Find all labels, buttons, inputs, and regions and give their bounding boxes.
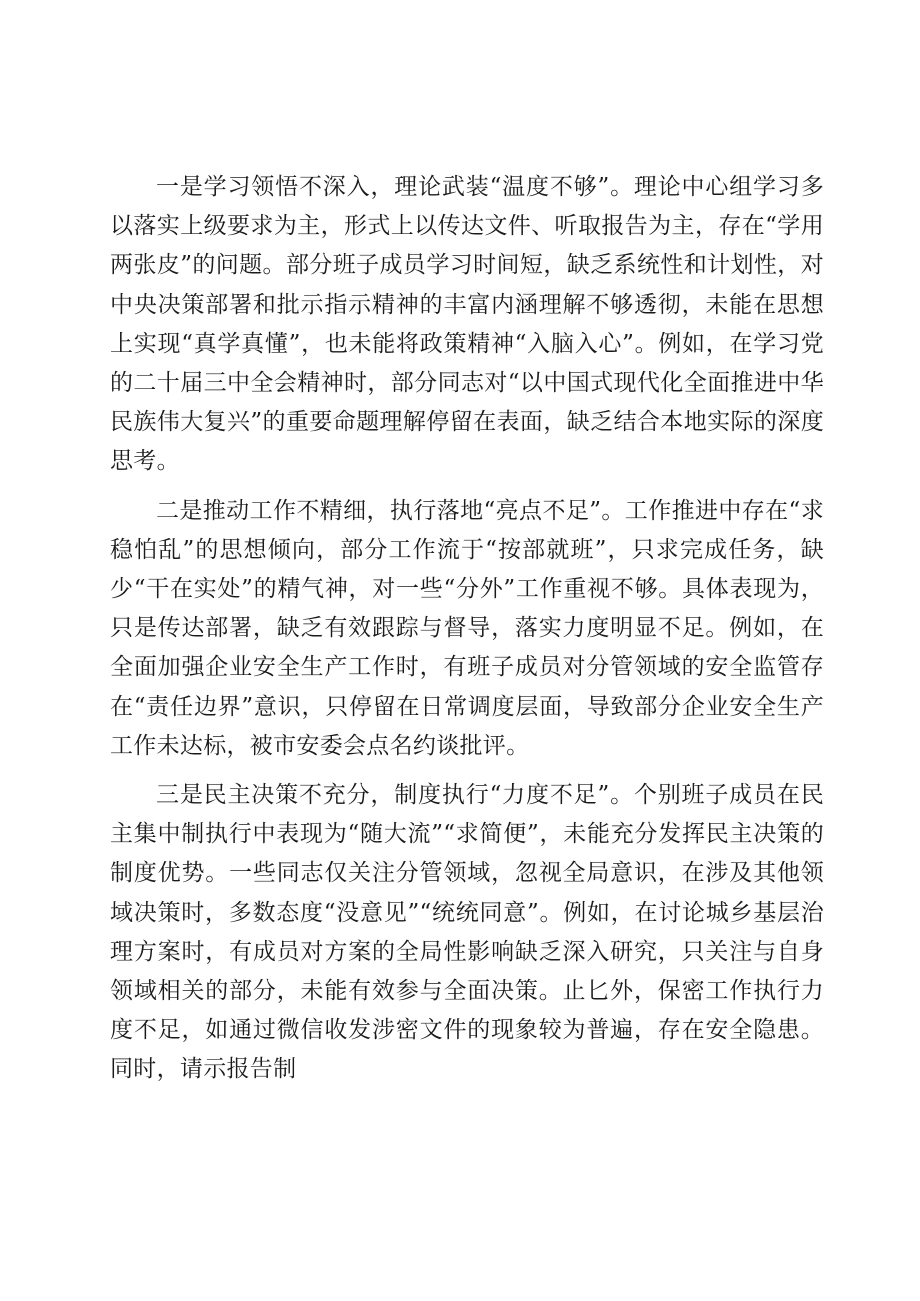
paragraph-2: 二是推动工作不精细，执行落地“亮点不足”。工作推进中存在“求稳怕乱”的思想倾向，部分工作流于“按部就班”，只求完成任务，缺少“干在实处”的精气神，对一些“分外”工作重视不够。具体表现为，只是传达部署，缺乏有效跟踪与督导，落实力度明显不足。例如，在全面加强企业安全生产工作时，有班子成员对分管领域的安全监管存在“责任边界”意识，只停留在日常调度层面，导致部分企业安全生产工作未达标，被市安委会点名约谈批评。 [110,497,824,759]
document-body [110,168,824,1100]
paragraph-1: 一是学习领悟不深入，理论武装“温度不够”。理论中心组学习多以落实上级要求为主，形式上以传达文件、听取报告为主，存在“学用两张皮”的问题。部分班子成员学习时间短，缺乏系统性和计划性，对中央决策部署和批示指示精神的丰富内涵理解不够透彻，未能在思想上实现“真学真懂”，也未能将政策精神“入脑入心”。例如，在学习党的二十届三中全会精神时，部分同志对“以中国式现代化全面推进中华民族伟大复兴”的重要命题理解停留在表面，缺乏结合本地实际的深度思考。 [110,174,824,475]
paragraph-3: 三是民主决策不充分，制度执行“力度不足”。个别班子成员在民主集中制执行中表现为“随大流”“求简便”，未能充分发挥民主决策的制度优势。一些同志仅关注分管领域，忽视全局意识，在涉及其他领域决策时，多数态度“没意见”“统统同意”。例如，在讨论城乡基层治理方案时，有成员对方案的全局性影响缺乏深入研究，只关注与自身领域相关的部分，未能有效参与全面决策。止匕外，保密工作执行力度不足，如通过微信收发涉密文件的现象较为普遍，存在安全隐患。同时，请示报告制 [110,782,824,1083]
